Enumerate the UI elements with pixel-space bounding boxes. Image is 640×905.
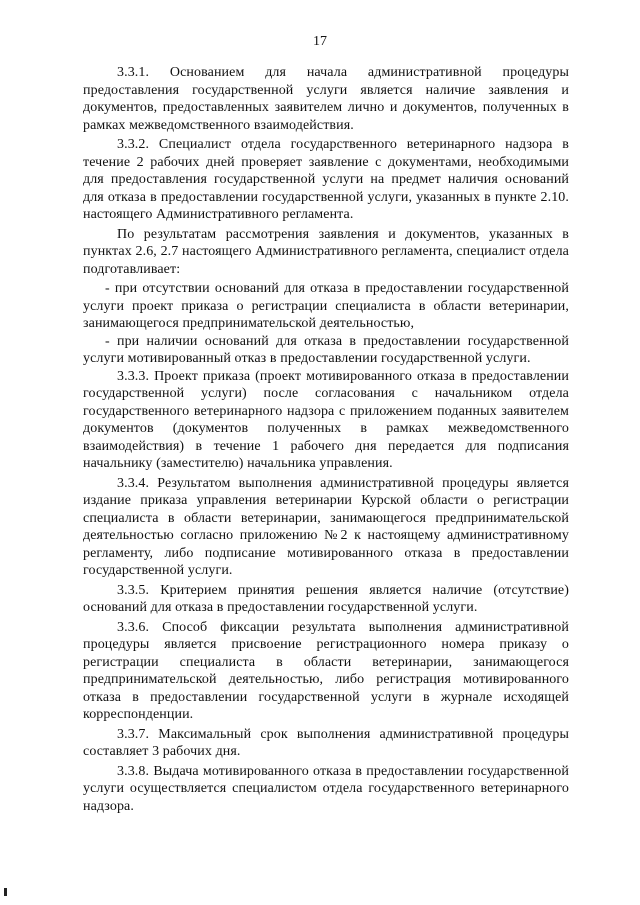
document-body [83, 64, 569, 815]
paragraph-3-3-8: 3.3.8. Выдача мотивированного отказа в предоставлении государственной услуги осуществляется специалистом отдела государственного ветеринарного надзора. [83, 763, 569, 814]
paragraph-review-results: По результатам рассмотрения заявления и документов, указанных в пунктах 2.6, 2.7 настоящего Административного регламента, специалист отдела подготавливает: [83, 226, 569, 277]
paragraph-3-3-5: 3.3.5. Критерием принятия решения является наличие (отсутствие) оснований для отказа в предоставлении государственной услуги. [83, 582, 569, 615]
paragraph-3-3-2: 3.3.2. Специалист отдела государственного ветеринарного надзора в течение 2 рабочих дней проверяет заявление с документами, необходимыми для предоставления государственной услуги на предмет наличия оснований для отказа в предоставлении государственной услуги, указанных в пункте 2.10. настоящего Административного регламента. [83, 137, 569, 222]
paragraph-3-3-1: 3.3.1. Основанием для начала административной процедуры предоставления государственной услуги является наличие заявления и документов, предоставленных заявителем лично и документов, полученных в рамках межведомственного взаимодействия. [83, 65, 569, 133]
paragraph-3-3-3: 3.3.3. Проект приказа (проект мотивированного отказа в предоставлении государственной услуги) после согласования с начальником отдела государственного ветеринарного надзора с приложением поданных заявителем документов (документов полученных в рамках межведомственного взаимодействия) в течение 1 рабочего дня передается для подписания начальнику (заместителю) начальника управления. [83, 368, 569, 471]
page-number: 17 [313, 34, 327, 49]
paragraph-3-3-6: 3.3.6. Способ фиксации результата выполнения административной процедуры является присвоение регистрационного номера приказу о регистрации специалиста в области ветеринарии, занимающегося предпринимательской деятельностью, либо регистрация мотивированного отказа в предоставлении государственной услуги в журнале исходящей корреспонденции. [83, 619, 569, 722]
paragraph-3-3-7: 3.3.7. Максимальный срок выполнения административной процедуры составляет 3 рабочих дня. [83, 726, 569, 759]
list-item-grounds: - при наличии оснований для отказа в предоставлении государственной услуги мотивированный отказ в предоставлении государственной услуги. [83, 333, 569, 366]
list-item-no-grounds: - при отсутствии оснований для отказа в предоставлении государственной услуги проект приказа о регистрации специалиста в области ветеринарии, занимающегося предпринимательской деятельностью, [83, 281, 569, 331]
paragraph-3-3-4: 3.3.4. Результатом выполнения административной процедуры является издание приказа управления ветеринарии Курской области о регистрации специалиста в области ветеринарии, занимающегося предпринимательской деятельностью согласно приложению №2 к настоящему административному регламенту, либо подписание мотивированного отказа в предоставлении государственной услуги. [83, 475, 569, 578]
scan-edge-mark [4, 888, 7, 896]
